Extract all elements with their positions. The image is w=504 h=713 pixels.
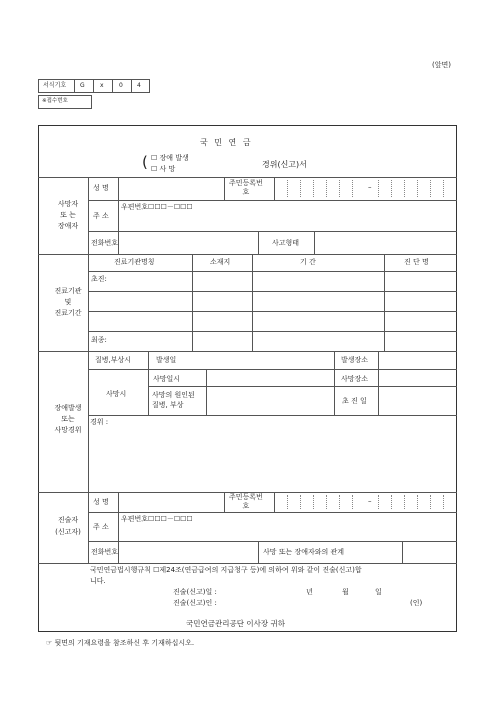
- deceased-phone-label: 전화번호: [91, 239, 119, 247]
- deceased-name-label: 성 명: [93, 184, 109, 192]
- section-line: 사망자: [57, 200, 79, 208]
- deceased-rrn-label: [229, 180, 263, 196]
- deceased-section-label: [53, 201, 83, 230]
- option-death[interactable]: ☐ 사 망: [151, 165, 176, 173]
- section-line: 장애자: [57, 222, 79, 230]
- declarant-phone-field[interactable]: [120, 543, 256, 561]
- form-code-box: [38, 79, 150, 93]
- death-date-label: 사망일시: [153, 375, 181, 383]
- relation-field[interactable]: [404, 543, 454, 561]
- option-disability[interactable]: ☐ 장애 발생: [151, 154, 189, 162]
- circumstances-field[interactable]: [89, 428, 455, 490]
- onset-place-label: 발생장소: [341, 356, 369, 364]
- declarant-rrn-label: [229, 494, 263, 510]
- form-code-cell: G: [80, 82, 85, 89]
- first-exam-label: 초 진 일: [342, 397, 367, 405]
- section-line: 진료기간: [54, 309, 82, 317]
- deceased-address-field[interactable]: [120, 214, 454, 229]
- death-label: 사망시: [106, 390, 127, 398]
- form-code-cell: x: [100, 82, 104, 89]
- medical-first-visit-label: 초진:: [91, 275, 107, 283]
- section-line: 진료기관: [54, 287, 82, 295]
- label-line: 호: [242, 502, 250, 510]
- label-line: 주민등록번: [229, 493, 263, 501]
- statement-person-field[interactable]: [240, 598, 400, 608]
- medical-header-period: 기 간: [300, 258, 316, 266]
- section-line: 및: [64, 298, 72, 306]
- onset-date-label: 발생일: [156, 356, 177, 364]
- statement-date-label: 진술(신고)일 :: [173, 588, 217, 596]
- section-line: 사망경위: [54, 426, 82, 434]
- deceased-name-field[interactable]: [120, 179, 222, 198]
- label-line: 주민등록번: [229, 179, 263, 187]
- declarant-section-label: [48, 517, 88, 536]
- label-line: 질병, 부상: [152, 401, 184, 409]
- section-line: 장애발생: [54, 404, 82, 412]
- declarant-address-field[interactable]: [120, 526, 454, 539]
- medical-header-location: 소재지: [210, 258, 231, 266]
- deceased-phone-field[interactable]: [120, 233, 256, 252]
- section-line: (신고자): [55, 528, 81, 536]
- declarant-rrn-field[interactable]: –: [275, 493, 455, 511]
- medical-header-diagnosis: 진 단 명: [404, 258, 429, 266]
- section-line: 진술자: [57, 516, 79, 524]
- statement-year: 년: [306, 588, 313, 596]
- footnote: ☞ 뒷면의 기재요령을 참조하신 후 기재하십시오.: [46, 639, 195, 647]
- open-bracket: (: [142, 153, 148, 171]
- deceased-rrn-field[interactable]: –: [275, 178, 455, 199]
- deceased-postal-code[interactable]: 우편번호☐☐☐－☐☐☐: [121, 203, 193, 211]
- medical-table-body[interactable]: [89, 272, 455, 350]
- label-line: 호: [242, 188, 250, 196]
- injury-label: 질병,부상시: [95, 356, 132, 364]
- form-code-label: 서식기호: [43, 82, 67, 89]
- page-side-note: (앞면): [432, 61, 451, 69]
- deceased-address-label: 주 소: [93, 212, 109, 220]
- seal-mark: (인): [410, 599, 423, 607]
- receipt-number-box: [38, 95, 92, 109]
- declarant-postal-code[interactable]: 우편번호☐☐☐－☐☐☐: [121, 515, 193, 523]
- statement-month: 월: [342, 588, 349, 596]
- medical-last-visit-label: 최종:: [91, 336, 107, 344]
- circumstances-label: 경위 :: [90, 418, 109, 426]
- death-place-label: 사망장소: [341, 375, 369, 383]
- accident-type-label: 사고형태: [272, 239, 300, 247]
- statement-text-end: 니다.: [90, 577, 106, 585]
- statement-text: 국민연금법시행규칙 ☐제24조(연금급여의 지급청구 등)에 의하여 위와 같이 진술(신고)합: [90, 566, 362, 574]
- declarant-phone-label: 전화번호: [91, 548, 119, 556]
- section-line: 또는: [61, 415, 75, 423]
- form-code-cell: 0: [119, 82, 123, 89]
- declarant-name-field[interactable]: [120, 494, 222, 510]
- medical-header-institution: 진료기관명칭: [114, 258, 155, 266]
- medical-section-label: [48, 288, 88, 317]
- addressee: 국민연금관리공단 이사장 귀하: [186, 619, 285, 628]
- incident-section-label: [48, 405, 88, 434]
- form-title: 국 민 연 금: [200, 138, 253, 147]
- statement-day: 일: [375, 588, 382, 596]
- label-line: 사망의 원인된: [152, 391, 195, 399]
- report-title: 경위(신고)서: [262, 160, 307, 169]
- form-code-cell: 4: [137, 82, 141, 89]
- accident-type-field[interactable]: [316, 233, 454, 252]
- receipt-number-label: ※접수번호: [42, 98, 68, 104]
- death-cause-label: [152, 392, 195, 409]
- section-line: 또 는: [60, 211, 76, 219]
- declarant-name-label: 성 명: [93, 498, 109, 506]
- relation-label: 사망 또는 장애자와의 관계: [263, 548, 345, 556]
- declarant-address-label: 주 소: [93, 523, 109, 531]
- statement-person-label: 진술(신고)인 :: [173, 599, 217, 607]
